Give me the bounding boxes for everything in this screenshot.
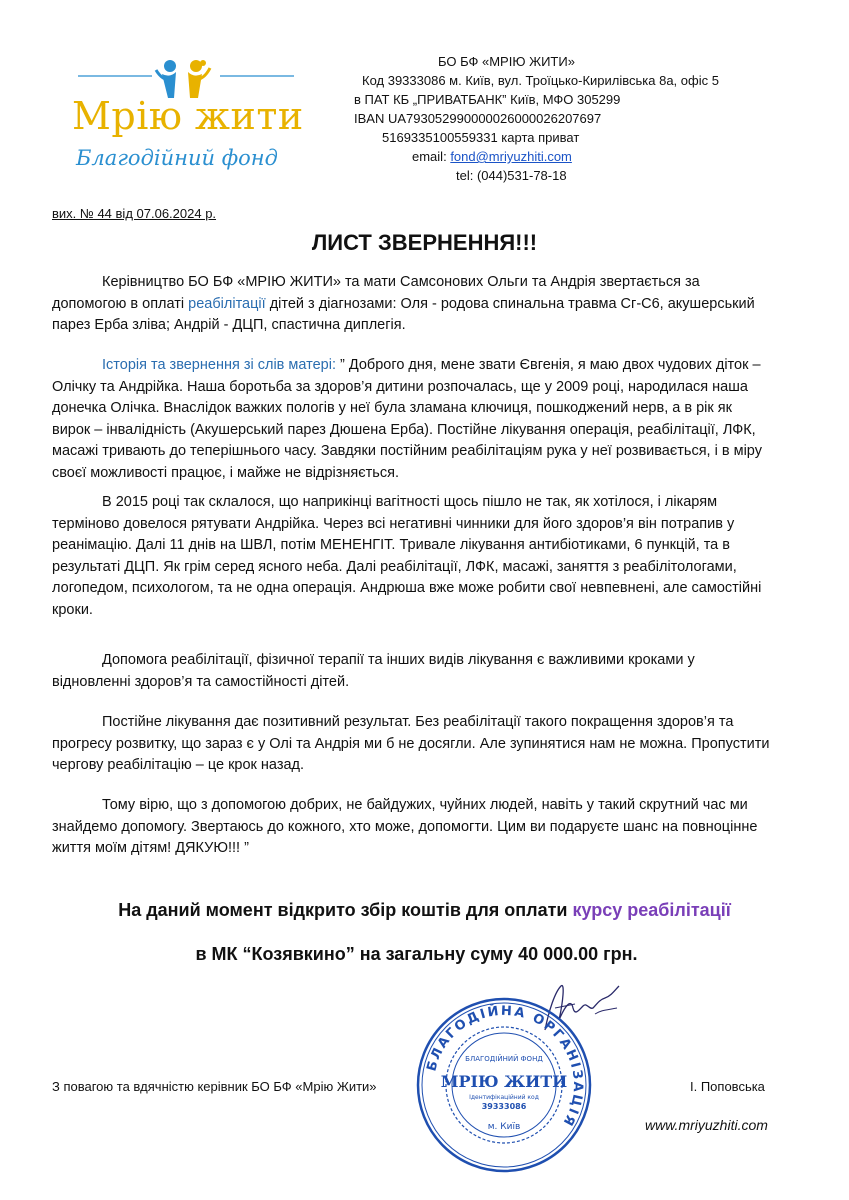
intro-paragraph [52, 272, 772, 337]
story-text-1: ” Доброго дня, мене звати Євгенія, я маю двох чудових діток – Олічку та Андрійка. Наша боротьба за здоров’я дитини розпочалась, ще у 2009 році, народилася наша донечка Олічка. Внаслідок важких пологів у неї була зламана ключиця, пошкоджений нерв, а в рік як вирок – інвалідність (Акушерський парез Дюшена Ерба). Постійне лікування операція, реабілітації, ЛФК, масажі тривають до теперішнього часу. Завдяки постійним реабілітаціям рука у неї розвивається, і в міру своєї можливості працює, і майже не відрізняється. [52, 357, 762, 481]
official-stamp [414, 995, 594, 1175]
fundraise-text-a: На даний момент відкрито збір коштів для оплати [118, 900, 573, 920]
story-text-3: Допомога реабілітації, фізичної терапії та інших видів лікування є важливими кроками у відновленні здоров’я та самостійності дітей. [52, 652, 695, 690]
fundraise-line-1 [0, 900, 849, 921]
stamp-icon [414, 995, 594, 1175]
stamp-ring-text: БЛАГОДІЙНА ОРГАНІЗАЦІЯ [424, 1003, 586, 1130]
email-link[interactable]: fond@mriyuzhiti.com [450, 149, 572, 164]
signer-name: І. Поповська [690, 1079, 765, 1094]
story-label: Історія та звернення зі слів матері: [102, 357, 336, 373]
header-bank: в ПАТ КБ „ПРИВАТБАНК” Київ, МФО 305299 [354, 92, 621, 107]
stamp-city: м. Київ [487, 1122, 521, 1132]
story-paragraph-1 [52, 355, 772, 484]
stamp-name: МРІЮ ЖИТИ [440, 1072, 568, 1091]
story-text-5: Тому вірю, що з допомогою добрих, не байдужих, чуйних людей, навіть у такий скрутний час ми знайдемо допомогу. Звертаюсь до кожного, хто може, допомогти. Цим ви подаруєте шанс на повноцінне життя моїм дітям! ДЯКУЮ!!! ” [52, 797, 758, 856]
story-paragraph-5 [52, 795, 772, 860]
stamp-code: 39333086 [481, 1102, 527, 1111]
logo [70, 58, 304, 183]
story-paragraph-2 [52, 492, 772, 621]
letter-title: ЛИСТ ЗВЕРНЕННЯ!!! [311, 230, 538, 255]
story-text-2: В 2015 році так склалося, що наприкінці вагітності щось пішло не так, як хотілося, і лікарям терміново довелося рятувати Андрійка. Через всі негативні чинники для його здоров’я він потрапив у реанімацію. Далі 11 днів на ШВЛ, потім МЕНЕНГІТ. Тривале лікування антибіотиками, 6 пункцій, та в результаті ДЦП. Як грім серед ясного неба. Далі реабілітації, ЛФК, масажі, заняття з реабілітологами, логопедом, психологом, та не одна операція. Андрюша вже може робити свої невпевнені, але самостійні кроки. [52, 494, 762, 618]
story-paragraph-4 [52, 712, 772, 777]
header-email-row [412, 147, 572, 166]
header-tel: tel: (044)531-78-18 [456, 168, 567, 183]
story-paragraph-3 [52, 650, 772, 693]
stamp-top: БЛАГОДІЙНИЙ ФОНД [465, 1055, 543, 1063]
fundraise-line-2: в МК “Козявкино” на загальну суму 40 000.00 грн. [195, 944, 638, 964]
header-code: Код 39333086 м. Київ, вул. Троїцько-Кирилівська 8а, офіс 5 [362, 73, 719, 88]
intro-text-b: реабілітації [188, 295, 266, 312]
story-text-4: Постійне лікування дає позитивний результат. Без реабілітації такого покращення здоров’я та прогресу розвитку, що зараз є у Олі та Андрія ми б не досягли. Але зупинятися нам не можна. Пропустити чергову реабілітацію – це крок назад. [52, 714, 770, 773]
header-iban: IBAN UA793052990000026000026207697 [354, 111, 602, 126]
stamp-id-label: Ідентифікаційний код [469, 1094, 539, 1101]
fundraise-text-b: курсу реабілітації [572, 900, 731, 920]
header-org: БО БФ «МРІЮ ЖИТИ» [438, 54, 575, 69]
logo-subtitle: Благодійний фонд [76, 146, 278, 170]
logo-title: Мрію жити [72, 94, 304, 138]
intro-text-c: дітей з діагнозами: Оля - родова спинальна травма Сг-С6, акушерський парез Ерба зліва; Андрій - ДЦП, спастична диплегія. [52, 295, 755, 333]
website-link[interactable]: www.mriyuzhiti.com [645, 1117, 768, 1133]
closing-text: З повагою та вдячністю керівник БО БФ «Мрію Жити» [52, 1079, 377, 1094]
header-card: 5169335100559331 карта приват [382, 130, 580, 145]
intro-text-a: Керівництво БО БФ «МРІЮ ЖИТИ» та мати Самсонових Ольги та Андрія звертається за допомогою в оплаті [52, 274, 700, 312]
outgoing-reference: вих. № 44 від 07.06.2024 р. [52, 206, 217, 221]
email-label: email: [412, 149, 447, 164]
